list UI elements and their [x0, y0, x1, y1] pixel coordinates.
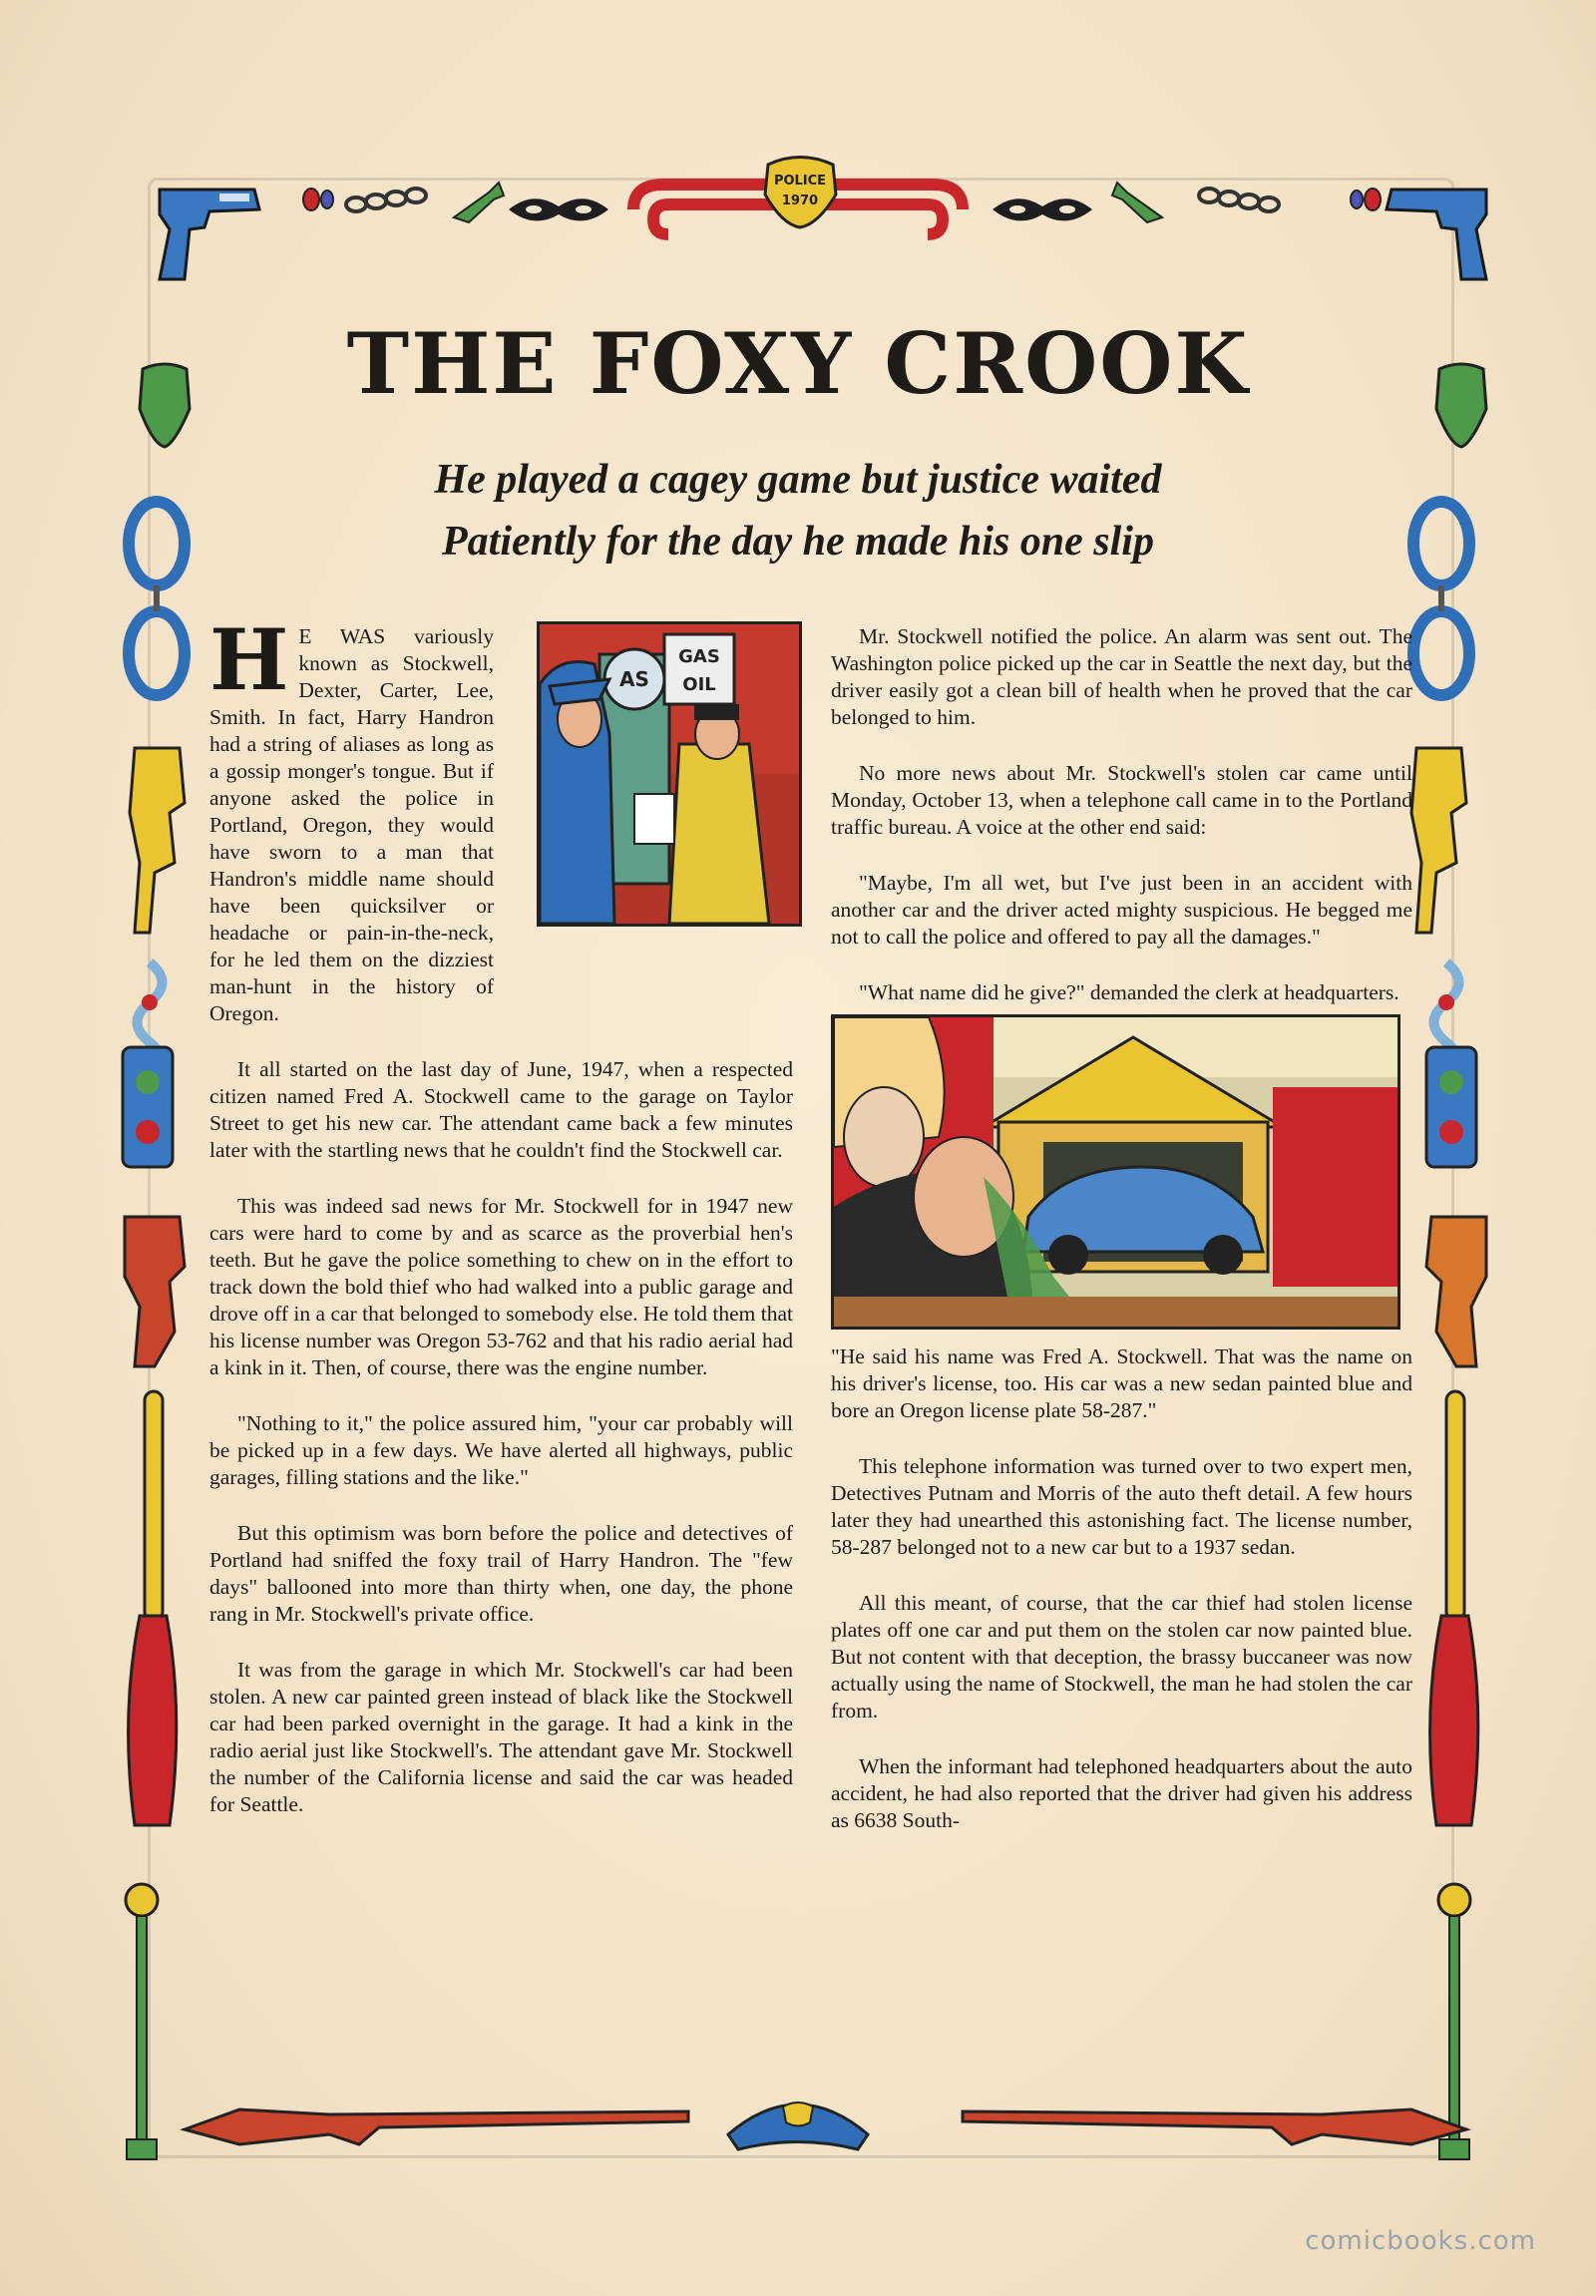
pistol-icon — [150, 170, 269, 289]
traffic-light-icon — [118, 1042, 178, 1172]
nightstick-icon — [115, 1386, 195, 1885]
story-subtitle — [249, 449, 1347, 573]
chain-icon — [1197, 180, 1287, 229]
paragraph-right-5: "He said his name was Fred A. Stockwell. That was the name on his driver's license, too. His car was a new sedan painted blue and bore an Oregon license plate 58-287." — [831, 1344, 1412, 1422]
paragraph-left-2: It all started on the last day of June, 1947, when a respected citizen named Fred A. Stockwell came to the garage on Taylor Street to get his new car. The attendant came back a few minutes later with the startling news that he couldn't find the Stockwell car. — [209, 1057, 793, 1162]
police-badge-icon — [135, 359, 195, 449]
rifle-icon — [953, 2090, 1471, 2159]
paragraph-right-1: Mr. Stockwell notified the police. An alarm was sent out. The Washington police picked up the car in Seattle the next day, but the driver easily got a clean bill of health when he proved that the car belonged to him. — [831, 624, 1412, 729]
paragraph-right-4: "What name did he give?" demanded the clerk at headquarters. — [859, 980, 1399, 1004]
mask-icon — [504, 185, 613, 234]
handcuffs-icon — [112, 489, 201, 708]
subtitle-line-2: Patiently for the day he made his one slip — [442, 519, 1154, 565]
paragraph-left-6: It was from the garage in which Mr. Stockwell's car had been stolen. A new car painted green instead of black like the Stockwell car had been parked overnight in the garage. It had a kink in the radio aerial just like Stockwell's. The attendant gave Mr. Stockwell the number of the California license and said the car was headed for Seattle. — [209, 1658, 793, 1816]
paragraph-right-8: When the informant had telephoned headquarters about the auto accident, he had also reported that the driver had given his address as 6638 South- — [831, 1754, 1412, 1832]
mask-icon — [988, 185, 1097, 234]
illustration-blue-car-garage — [831, 1014, 1400, 1330]
oil-sign-text: OIL — [682, 674, 716, 695]
right-column — [831, 623, 1412, 1863]
paragraph-left-3: This was indeed sad news for Mr. Stockwell for in 1947 new cars were hard to come by and as scarce as the proverbial hen's teeth. But he gave the police something to chew on in the effort to track down the bold thief who had walked into a public garage and drove off in a car that belonged to somebody else. He told them that his license number was Oregon 53-762 and that his radio aerial had a kink in it. Then, of course, there was the engine number. — [209, 1194, 793, 1379]
paragraph-right-3: "Maybe, I'm all wet, but I've just been in an accident with another car and the driver acted mighty suspicious. He begged me not to call the police and offered to pay all the damages." — [831, 871, 1412, 949]
key-icon — [449, 178, 509, 227]
revolver-icon — [115, 743, 200, 943]
lead-paragraph-block — [209, 610, 793, 1027]
story-title: THE FOXY CROOK — [346, 314, 1250, 413]
paragraph-left-1 — [209, 610, 494, 1027]
gas-sign-text: GAS — [678, 646, 720, 667]
pump-sign-text: AS — [619, 667, 649, 691]
site-watermark: comicbooks.com — [1305, 2226, 1536, 2256]
bullet-icon — [299, 185, 339, 214]
lamp-post-icon — [112, 1880, 172, 2169]
badge-text: POLICE — [773, 174, 827, 189]
traffic-light-icon — [1421, 1042, 1481, 1172]
revolver-icon — [1411, 1207, 1501, 1376]
drop-cap: H — [209, 610, 289, 709]
pistol-icon — [1377, 170, 1496, 289]
police-cap-icon — [718, 2085, 878, 2164]
left-column — [209, 610, 793, 1847]
revolver-icon — [110, 1207, 200, 1376]
paragraph-right-2: No more news about Mr. Stockwell's stolen car came until Monday, October 13, when a telephone call came in to the Portland traffic bureau. A voice at the other end said: — [831, 761, 1412, 839]
illustration-gas-station — [537, 621, 802, 927]
paragraph-right-6: This telephone information was turned over to two expert men, Detectives Putnam and Morris of the auto theft detail. A few hours later they had unearthed this astonishing fact. The license number, 58-287 belonged not to a new car but to a 1937 sedan. — [831, 1454, 1412, 1559]
bullet-icon — [1345, 185, 1385, 214]
paragraph-left-4: "Nothing to it," the police assured him, "your car probably will be picked up in a few days. We have alerted all highways, public garages, filling stations and the like." — [209, 1411, 793, 1489]
police-badge-icon — [1431, 359, 1491, 449]
paragraph-right-7: All this meant, of course, that the car thief had stolen license plates off one car and put them on the stolen car now painted blue. But not content with that deception, the brassy buccaneer was now actually using the name of Stockwell, the man he had stolen the car from. — [831, 1591, 1412, 1722]
paragraph-left-1-text: E WAS variously known as Stockwell, Dexter, Carter, Lee, Smith. In fact, Harry Handron had a string of aliases as long as a gossip monger's tongue. But if anyone asked the police in Portland, Oregon, they would have sworn to a man that Handron's middle name should have been quicksilver or headache or pain-in-the-neck, for he led them on the dizziest man-hunt in the history of Oregon. — [209, 624, 494, 1025]
nightstick-icon — [1416, 1386, 1496, 1885]
chain-icon — [344, 180, 434, 229]
police-badge-icon — [758, 150, 843, 229]
badge-number: 1970 — [781, 193, 819, 208]
rifle-icon — [180, 2090, 698, 2159]
paragraph-left-5: But this optimism was born before the police and detectives of Portland had sniffed the foxy trail of Harry Handron. The "few days" ballooned into more than thirty when, one day, the phone rang in Mr. Stockwell's private office. — [209, 1521, 793, 1626]
key-icon — [1107, 178, 1167, 227]
subtitle-line-1: He played a cagey game but justice waited — [434, 457, 1162, 503]
